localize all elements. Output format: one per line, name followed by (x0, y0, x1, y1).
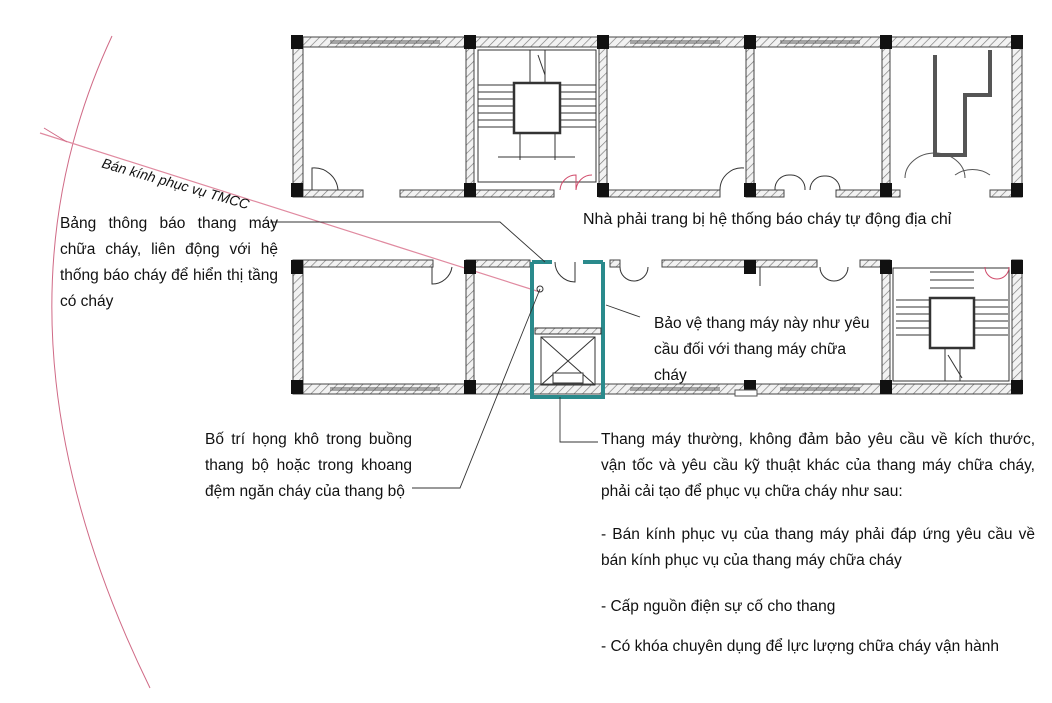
protect-elevator-label: Bảo vệ thang máy này như yêu cầu đối với thang máy chữa cháy (654, 315, 870, 384)
elevator-car (535, 262, 601, 385)
ordinary-elevator-note: Thang máy thường, không đảm bảo yêu cầu về kích thước, vận tốc và yêu cầu kỹ thuật khác của thang máy chữa cháy, phải cải tạo để phục vụ chữa cháy như sau: (601, 431, 1035, 500)
toilet-area (905, 50, 990, 178)
dry-riser-label: Bố trí họng khô trong buồng thang bộ hoặc trong khoang đệm ngăn cháy của thang bộ (205, 431, 412, 500)
service-radius-arc (52, 36, 150, 688)
fire-alarm-system-label: Nhà phải trang bị hệ thống báo cháy tự động địa chỉ (583, 211, 952, 228)
stair-top (478, 50, 596, 182)
emergency-power-requirement: - Cấp nguồn điện sự cố cho thang (601, 598, 836, 615)
special-key-requirement: - Có khóa chuyên dụng để lực lượng chữa cháy vận hành (601, 638, 1000, 655)
stair-bottom (893, 268, 1009, 381)
service-radius-requirement: - Bán kính phục vụ của thang máy phải đáp ứng yêu cầu về bán kính phục vụ của thang máy chữa cháy (601, 526, 1035, 569)
fire-elevator-notice-label: Bảng thông báo thang máy chữa cháy, liên động với hệ thống báo cháy để hiển thị tầng có cháy (60, 215, 278, 310)
service-radius-label: Bán kính phục vụ TMCC (100, 154, 252, 213)
